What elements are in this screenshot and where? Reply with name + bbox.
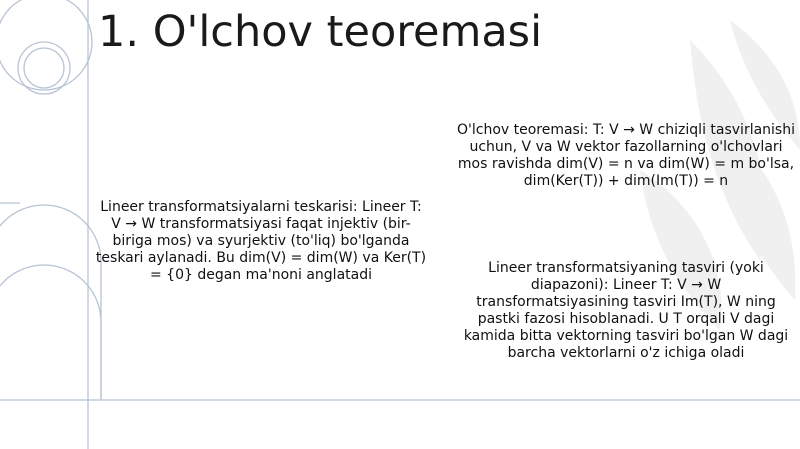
- image-of-transformation-text: Lineer transformatsiyaning tasviri (yoki diapazoni): Lineer T: V → W transformatsiyasining tasviri Im(T), W ning pastki fazosi hisoblanadi. U T orqali V dagi kamida bitta vektorning tasviri bo'lgan W dagi barcha vektorlarni o'z ichiga oladi: [463, 260, 789, 361]
- dimension-theorem-text: O'lchov teoremasi: T: V → W chiziqli tasvirlanishi uchun, V va W vektor fazollarning o'lchovlari mos ravishda dim(V) = n va dim(W) = m bo'lsa, dim(Ker(T)) + dim(Im(T)) = n: [456, 122, 795, 189]
- circle-ornament-top: [0, 0, 92, 94]
- slide-title: 1. O'lchov teoremasi: [98, 7, 543, 57]
- arch-ornament-left: [0, 205, 101, 400]
- inverse-transformation-text: Lineer transformatsiyalarni teskarisi: Lineer T: V → W transformatsiyasi faqat injektiv (bir-biriga mos) va syurjektiv (to'liq) bo'lganda teskari aylanadi. Bu dim(V) = dim(W) va Ker(T) = {0} degan ma'noni anglatadi: [95, 199, 427, 283]
